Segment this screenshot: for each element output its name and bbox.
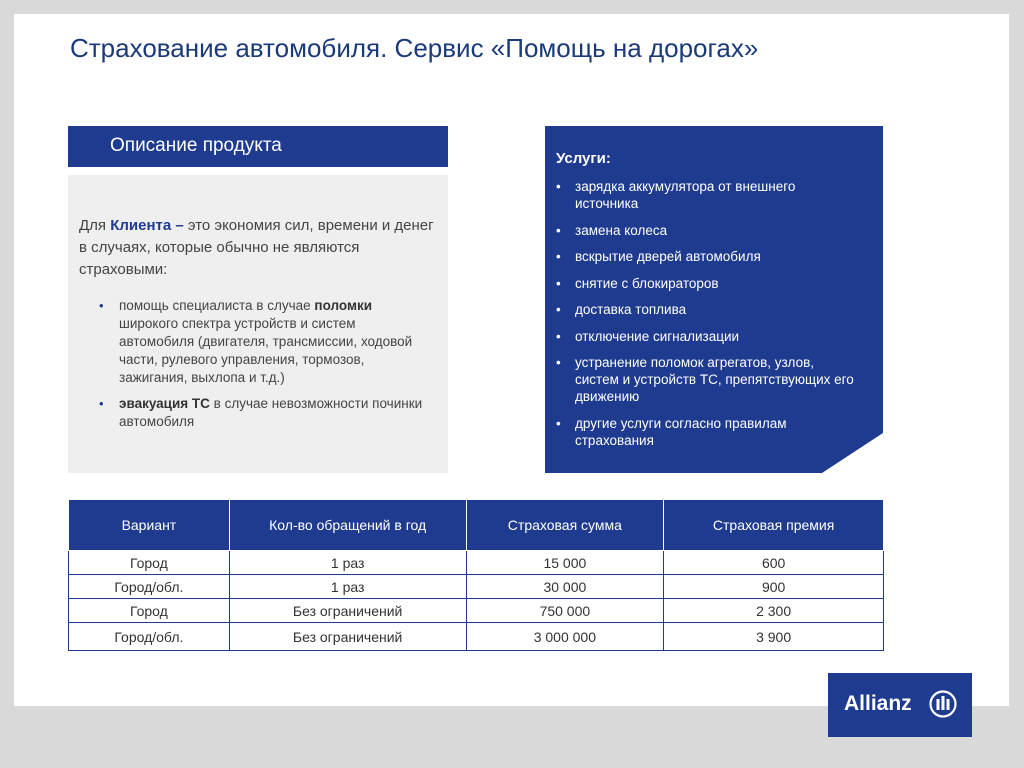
bullet-text: широкого спектра устройств и систем автомобиля (двигателя, трансмиссии, ходовой части, рулевого управления, тормозов, зажигания, выхлопа и т.д.) xyxy=(119,316,413,385)
bullet-icon: • xyxy=(556,249,561,264)
cell-requests: 1 раз xyxy=(229,575,466,599)
list-item xyxy=(556,415,856,449)
cell-premium: 900 xyxy=(664,575,884,599)
bullet-icon: • xyxy=(556,222,561,238)
table-header-row xyxy=(69,500,884,551)
bullet-bold: эвакуация ТС xyxy=(119,396,210,411)
bullet-text: в случае невозможности починки автомобиля xyxy=(119,396,423,429)
services-list xyxy=(556,178,856,458)
list-item xyxy=(556,354,856,405)
allianz-eagle-icon xyxy=(929,690,957,718)
bullet-text: помощь специалиста в случае xyxy=(119,298,315,313)
cell-variant: Город/обл. xyxy=(69,575,230,599)
header-variant: Вариант xyxy=(69,500,230,551)
cell-sum: 15 000 xyxy=(466,551,664,575)
list-item xyxy=(556,248,856,265)
service-item: замена колеса xyxy=(575,222,668,238)
page-title: Страхование автомобиля. Сервис «Помощь на дорогах» xyxy=(70,33,759,63)
list-item xyxy=(79,395,429,431)
list-item xyxy=(556,178,856,212)
service-item: снятие с блокираторов xyxy=(575,275,719,291)
cell-sum: 3 000 000 xyxy=(466,623,664,651)
cell-variant: Город xyxy=(69,551,230,575)
header-sum: Страховая сумма xyxy=(466,500,664,551)
cell-requests: 1 раз xyxy=(229,551,466,575)
description-panel xyxy=(68,175,448,473)
bullet-icon: • xyxy=(556,275,561,291)
service-item: устранение поломок агрегатов, узлов, систем и устройств ТС, препятствующих его движению xyxy=(575,355,854,404)
bullet-icon: • xyxy=(556,179,561,194)
bullet-icon: • xyxy=(99,298,104,313)
intro-rest: это экономия сил, времени и денег в случаях, которые обычно не являются страховыми: xyxy=(79,217,434,278)
tariff-table xyxy=(68,499,884,651)
cell-premium: 600 xyxy=(664,551,884,575)
list-item xyxy=(556,222,856,239)
service-item: вскрытие дверей автомобиля xyxy=(575,249,761,264)
bullet-icon: • xyxy=(556,328,561,344)
services-title: Услуги: xyxy=(556,150,611,167)
bullet-bold: поломки xyxy=(314,298,372,313)
table-row xyxy=(69,623,884,651)
cell-requests: Без ограничений xyxy=(229,623,466,651)
bullet-icon: • xyxy=(556,415,561,431)
bullet-icon: • xyxy=(556,355,561,370)
list-item xyxy=(556,275,856,292)
cell-sum: 30 000 xyxy=(466,575,664,599)
allianz-logo xyxy=(828,673,972,737)
service-item: другие услуги согласно правилам страхования xyxy=(575,415,787,448)
table-row xyxy=(69,575,884,599)
intro-client: Клиента – xyxy=(110,217,184,234)
services-panel xyxy=(545,126,883,473)
cell-variant: Город xyxy=(69,599,230,623)
list-item xyxy=(79,297,429,387)
intro-prefix: Для xyxy=(79,217,111,234)
cell-requests: Без ограничений xyxy=(229,599,466,623)
table-row xyxy=(69,599,884,623)
service-item: доставка топлива xyxy=(575,302,687,317)
bullet-icon: • xyxy=(99,396,104,411)
logo-text: Allianz xyxy=(844,692,912,715)
list-item xyxy=(556,328,856,345)
header-premium: Страховая премия xyxy=(664,500,884,551)
service-item: отключение сигнализации xyxy=(575,328,740,344)
description-header-label: Описание продукта xyxy=(110,135,282,156)
list-item xyxy=(556,301,856,318)
header-requests: Кол-во обращений в год xyxy=(229,500,466,551)
bullet-icon: • xyxy=(556,302,561,317)
description-header xyxy=(68,126,448,167)
cell-variant: Город/обл. xyxy=(69,623,230,651)
cell-premium: 2 300 xyxy=(664,599,884,623)
cell-premium: 3 900 xyxy=(664,623,884,651)
description-intro xyxy=(79,215,441,281)
service-item: зарядка аккумулятора от внешнего источника xyxy=(575,179,796,211)
cell-sum: 750 000 xyxy=(466,599,664,623)
table-row xyxy=(69,551,884,575)
description-list xyxy=(79,297,429,439)
